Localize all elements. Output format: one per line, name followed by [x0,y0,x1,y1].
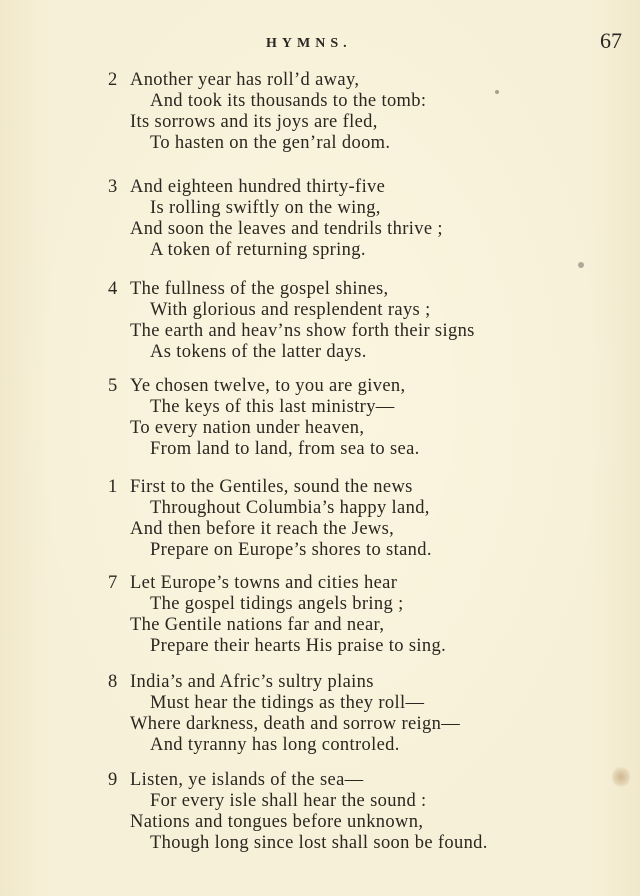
verse-line: Prepare on Europe’s shores to stand. [150,540,432,560]
foxing-spot [578,262,584,268]
verse-number: 9 [108,770,118,790]
verse-line: Though long since lost shall soon be found. [150,833,488,853]
verse-line: 4 The fullness of the gospel shines, [108,279,389,299]
verse-line: Throughout Columbia’s happy land, [150,498,430,518]
verse-line: And then before it reach the Jews, [130,519,395,539]
verse-line: A token of returning spring. [150,240,366,260]
verse-number: 1 [108,477,118,497]
verse-line: With glorious and resplendent rays ; [150,300,431,320]
verse-line: For every isle shall hear the sound : [150,791,427,811]
foxing-spot [495,90,499,94]
verse-line: 7 Let Europe’s towns and cities hear [108,573,398,593]
verse-line: 3 And eighteen hundred thirty-five [108,177,386,197]
verse-number: 3 [108,177,118,197]
verse-line: And tyranny has long controled. [150,735,400,755]
verse-line: 5 Ye chosen twelve, to you are given, [108,376,406,396]
verse-line: And took its thousands to the tomb: [150,91,427,111]
verse-line: Nations and tongues before unknown, [130,812,424,832]
verse-number: 5 [108,376,118,396]
verse-line: From land to land, from sea to sea. [150,439,420,459]
verse-line: Where darkness, death and sorrow reign— [130,714,461,734]
verse-line: To hasten on the gen’ral doom. [150,133,391,153]
verse-line: Its sorrows and its joys are fled, [130,112,378,132]
verse-number: 2 [108,70,118,90]
page-header [0,30,640,60]
verse-line: Is rolling swiftly on the wing, [150,198,381,218]
verse-line: 1 First to the Gentiles, sound the news [108,477,413,497]
verse-line: 9 Listen, ye islands of the sea— [108,770,364,790]
verse-line: Must hear the tidings as they roll— [150,693,425,713]
verse-number: 8 [108,672,118,692]
foxing-spot [612,766,630,788]
verse-line: As tokens of the latter days. [150,342,367,362]
verse-number: 7 [108,573,118,593]
verse-line: The gospel tidings angels bring ; [150,594,404,614]
verse-number: 4 [108,279,118,299]
verse-line: Prepare their hearts His praise to sing. [150,636,447,656]
verse-line: The Gentile nations far and near, [130,615,385,635]
verse-line: 8 India’s and Afric’s sultry plains [108,672,374,692]
verse-line: The keys of this last ministry— [150,397,395,417]
verse-line: To every nation under heaven, [130,418,365,438]
verse-line: The earth and heav’ns show forth their signs [130,321,475,341]
verse-line: And soon the leaves and tendrils thrive ; [130,219,443,239]
page-number: 67 [600,28,622,53]
running-title: HYMNS. [266,36,352,51]
verse-line: 2 Another year has roll’d away, [108,70,360,90]
